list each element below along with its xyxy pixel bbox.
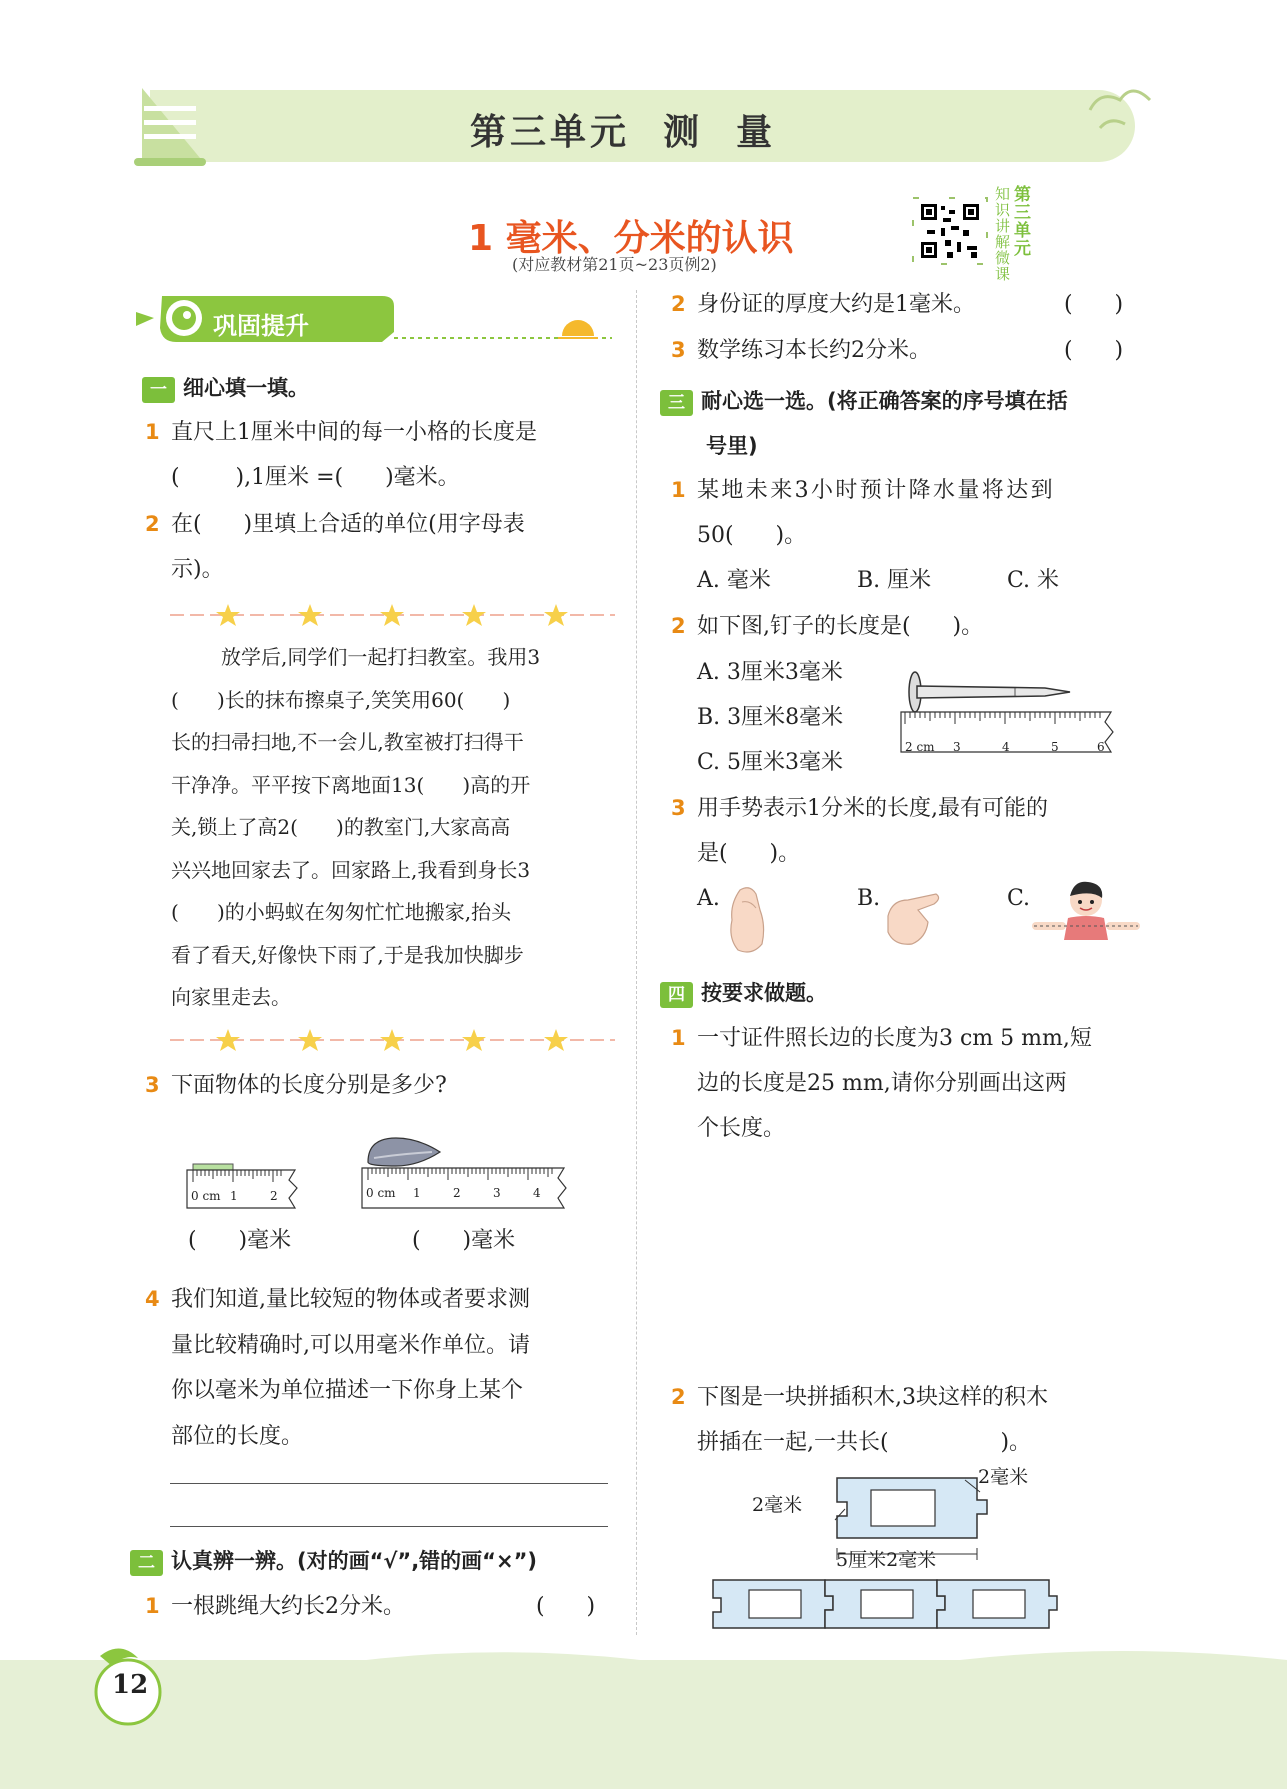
s3-q1-option-c[interactable]: C. 米 (1007, 568, 1060, 593)
s4-q2-line1: 下图是一块拼插积木,3块这样的积木 (697, 1385, 1048, 1410)
ruler2-tick: 0 cm (366, 1186, 396, 1200)
section-3-title-line1: 耐心选一选。(将正确答案的序号填在括 (701, 389, 1068, 413)
hand-pinch-icon (722, 880, 782, 960)
section-3-heading (660, 385, 1068, 416)
page-bottom-wave (0, 1630, 1287, 1690)
lesson-subtitle: (对应教材第21页~23页例2) (512, 255, 717, 274)
s4-q1-line: 边的长度是25 mm,请你分别画出这两 (697, 1071, 1067, 1096)
story-line: 长的扫帚扫地,不一会儿,教室被打扫得干 (171, 730, 524, 754)
s2-q3-paren[interactable]: ( ) (1064, 338, 1124, 363)
s3-q2-option-b[interactable]: B. 3厘米8毫米 (697, 705, 844, 730)
answer-line[interactable] (170, 1483, 608, 1484)
three-blocks-figure (705, 1574, 1090, 1636)
s1-q3-number: 3 (145, 1073, 160, 1097)
story-line: 关,锁上了高2( )的教室门,大家高高 (171, 815, 511, 839)
s3-q3-number: 3 (671, 796, 686, 820)
ruler-with-seed (360, 1132, 570, 1212)
s3-q1-option-b[interactable]: B. 厘米 (857, 568, 932, 593)
ruler-small (185, 1160, 305, 1212)
column-divider (636, 290, 637, 1635)
page-number: 12 (112, 1670, 149, 1700)
s1-q2-number: 2 (145, 512, 160, 536)
section-1-badge: 一 (142, 377, 175, 403)
s3-q1-option-a[interactable]: A. 毫米 (697, 568, 771, 593)
block-label-bottom: 5厘米2毫米 (836, 1549, 937, 1571)
star-divider-top (170, 600, 615, 630)
s4-q2-line2: 拼插在一起,一共长( )。 (697, 1430, 1032, 1455)
ruler3-tick: 3 (953, 740, 961, 754)
s1-q4-line: 我们知道,量比较短的物体或者要求测 (171, 1287, 530, 1312)
qr-caption-2: 第三单元 (1014, 185, 1031, 259)
ruler1-tick: 2 (270, 1189, 278, 1203)
s1-q1-line1: 直尺上1厘米中间的每一小格的长度是 (171, 420, 537, 445)
s3-q2-number: 2 (671, 614, 686, 638)
s1-q1-line2: ( ),1厘米 =( )毫米。 (171, 465, 460, 490)
s2-q1-paren[interactable]: ( ) (536, 1594, 596, 1619)
s1-q4-text (171, 1277, 530, 1459)
star-divider-bottom (170, 1025, 615, 1055)
story-line: ( )长的抹布擦桌子,笑笑用60( ) (171, 687, 511, 712)
answer-line[interactable] (170, 1526, 608, 1527)
qr-code-icon[interactable] (905, 190, 995, 270)
story-line: 干净净。平平按下离地面13( )高的开 (171, 772, 531, 797)
s3-q2-option-a[interactable]: A. 3厘米3毫米 (697, 660, 843, 685)
section-4-heading (660, 977, 827, 1008)
s1-q4-line: 量比较精确时,可以用毫米作单位。请 (171, 1332, 530, 1358)
s1-q2-line1: 在( )里填上合适的单位(用字母表 (171, 512, 525, 537)
section-1-heading (142, 372, 309, 403)
s3-q3-line1: 用手势表示1分米的长度,最有可能的 (697, 796, 1048, 821)
ruler2-tick: 3 (493, 1186, 501, 1200)
s2-q2-number: 2 (671, 292, 686, 316)
s4-q1-number: 1 (671, 1026, 686, 1050)
section-1-title: 细心填一填。 (183, 376, 309, 400)
ruler3-tick: 6 (1097, 740, 1105, 754)
section-3-title-line2: 号里) (706, 434, 758, 458)
ruler1-tick: 0 cm (191, 1189, 221, 1203)
s3-q3-option-a[interactable]: A. (697, 886, 720, 911)
section-2-heading (130, 1545, 537, 1576)
unit-title: 第三单元 测 量 (470, 112, 777, 153)
ruler2-tick: 4 (533, 1186, 541, 1200)
s3-q3-option-c[interactable]: C. (1007, 886, 1031, 911)
s1-q3-answer-1: ( )毫米 (188, 1228, 292, 1253)
s2-q3-text: 数学练习本长约2分米。 (697, 338, 931, 363)
s2-q1-number: 1 (145, 1594, 160, 1618)
block-label-right: 2毫米 (978, 1466, 1029, 1488)
cloud-icon (1080, 70, 1160, 140)
s1-q4-number: 4 (145, 1287, 160, 1311)
s1-q3-answer-2: ( )毫米 (412, 1228, 516, 1253)
s3-q2-text: 如下图,钉子的长度是( )。 (697, 614, 984, 639)
s4-q1-line: 一寸证件照长边的长度为3 cm 5 mm,短 (697, 1026, 1092, 1051)
s3-q1-line1: 某地未来3小时预计降水量将达到 (697, 478, 1055, 503)
ruler3-tick: 4 (1002, 740, 1010, 754)
ruler3-tick: 2 cm (905, 740, 935, 754)
s2-q2-text: 身份证的厚度大约是1毫米。 (697, 292, 975, 317)
ruler2-tick: 1 (413, 1186, 421, 1200)
s3-q3-line2: 是( )。 (697, 841, 801, 866)
ruler2-tick: 2 (453, 1186, 461, 1200)
s4-q2-number: 2 (671, 1385, 686, 1409)
lesson-title: 1 毫米、分米的认识 (468, 218, 794, 259)
s1-q3-text: 下面物体的长度分别是多少? (171, 1073, 447, 1098)
story-line: 兴兴地回家去了。回家路上,我看到身长3 (171, 857, 531, 882)
section-2-title: 认真辨一辨。(对的画“√”,错的画“×”) (171, 1549, 537, 1573)
s3-q2-option-c[interactable]: C. 5厘米3毫米 (697, 750, 844, 775)
s3-q1-number: 1 (671, 478, 686, 502)
s2-q1-text: 一根跳绳大约长2分米。 (171, 1594, 405, 1619)
section-2-badge: 二 (130, 1550, 163, 1576)
story-line: ( )的小蚂蚁在匆匆忙忙地搬家,抬头 (171, 900, 512, 924)
child-arms-spread-icon (1028, 878, 1143, 954)
s1-q1-number: 1 (145, 420, 160, 444)
ruler3-tick: 5 (1051, 740, 1059, 754)
story-line: 放学后,同学们一起打扫教室。我用3 (221, 645, 541, 669)
story-line: 看了看天,好像快下雨了,于是我加快脚步 (171, 942, 524, 967)
s2-q2-paren[interactable]: ( ) (1064, 292, 1124, 317)
hand-spread-icon (878, 886, 948, 956)
s1-q4-line: 你以毫米为单位描述一下你身上某个 (171, 1378, 524, 1403)
s4-q1-line: 个长度。 (697, 1116, 786, 1141)
sailboat-icon (130, 78, 210, 168)
story-paragraph (171, 636, 619, 1019)
practice-banner (132, 288, 617, 350)
section-3-badge: 三 (660, 390, 693, 416)
story-line: 向家里走去。 (171, 985, 291, 1009)
banner-label: 巩固提升 (213, 312, 309, 340)
s2-q3-number: 3 (671, 338, 686, 362)
qr-caption-1: 知识讲解微课 (995, 185, 1011, 283)
block-label-left: 2毫米 (752, 1494, 803, 1516)
s3-q3-option-b[interactable]: B. (857, 886, 881, 911)
s1-q2-line2: 示)。 (171, 557, 224, 582)
ruler1-tick: 1 (230, 1189, 238, 1203)
s3-q1-line2: 50( )。 (697, 523, 807, 548)
s4-q1-text (697, 1016, 1092, 1151)
s1-q4-line: 部位的长度。 (171, 1423, 304, 1449)
section-4-badge: 四 (660, 982, 693, 1008)
section-4-title: 按要求做题。 (701, 981, 827, 1005)
